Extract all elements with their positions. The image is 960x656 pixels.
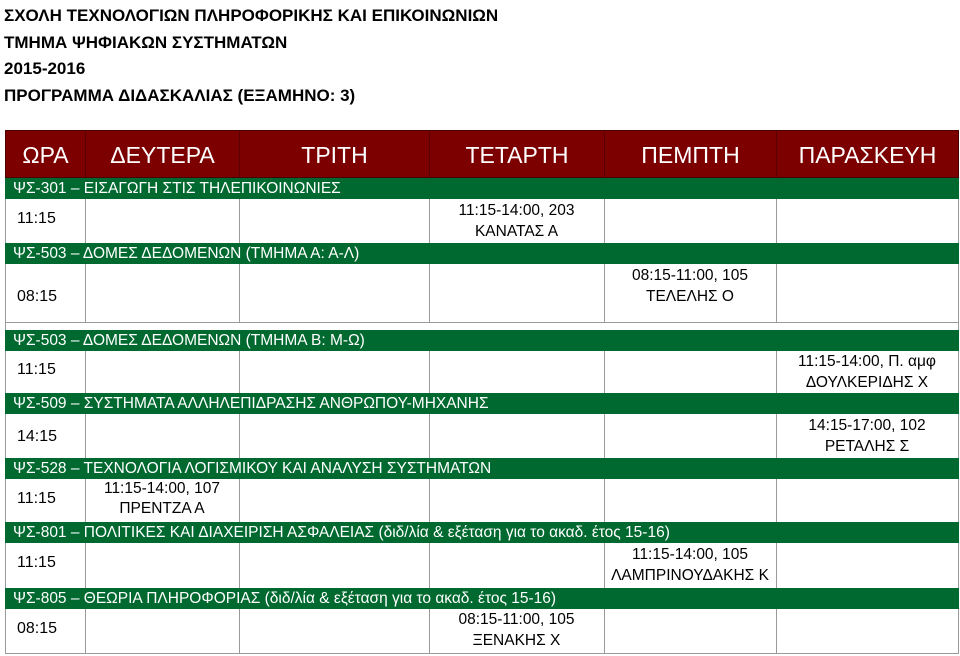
course-time: 11:15 (17, 490, 56, 507)
schedule-table (5, 130, 959, 654)
academic-year: 2015-2016 (4, 59, 86, 78)
slot-time-room: 08:15-11:00, 105 (631, 267, 749, 284)
session-slot (430, 200, 603, 242)
column-header-monday: ΔΕΥΤΕΡΑ (86, 131, 240, 177)
slot-time-room: 14:15-17:00, 102 (808, 417, 926, 434)
course-time: 08:15 (17, 620, 58, 637)
slot-time-room: 11:15-14:00, 107 (103, 480, 221, 497)
session-slot (777, 415, 957, 457)
course-time: 11:15 (17, 210, 56, 227)
day-header-row (5, 130, 959, 178)
course-time: 08:15 (17, 288, 58, 305)
course-time: 14:15 (17, 428, 58, 445)
session-slot (430, 609, 603, 651)
course-bar: ΨΣ-509 – ΣΥΣΤΗΜΑΤΑ ΑΛΛΗΛΕΠΙΔΡΑΣΗΣ ΑΝΘΡΩΠΟΥ-ΜΗΧΑΝΗΣ (5, 393, 959, 414)
slot-instructor: ΚΑΝΑΤΑΣ Α (474, 223, 559, 240)
session-slot (605, 544, 775, 586)
course-bar: ΨΣ-301 – ΕΙΣΑΓΩΓΗ ΣΤΙΣ ΤΗΛΕΠΙΚΟΙΝΩΝΙΕΣ (5, 178, 959, 199)
course-bar: ΨΣ-805 – ΘΕΩΡΙΑ ΠΛΗΡΟΦΟΡΙΑΣ (διδ/λία & εξέταση για το ακαδ. έτος 15-16) (5, 588, 959, 609)
school-name: ΣΧΟΛΗ ΤΕΧΝΟΛΟΓΙΩΝ ΠΛΗΡΟΦΟΡΙΚΗΣ ΚΑΙ ΕΠΙΚΟΙΝΩΝΙΩΝ (4, 6, 499, 25)
course-bar: ΨΣ-528 – ΤΕΧΝΟΛΟΓΙΑ ΛΟΓΙΣΜΙΚΟΥ ΚΑΙ ΑΝΑΛΥΣΗ ΣΥΣΤΗΜΑΤΩΝ (5, 458, 959, 479)
column-header-time: ΩΡΑ (6, 131, 86, 177)
session-slot (86, 479, 238, 519)
slot-time-room: 11:15-14:00, 203 (458, 202, 575, 219)
column-header-wednesday: ΤΕΤΑΡΤΗ (430, 131, 605, 177)
page-header (4, 3, 498, 109)
course-bar: ΨΣ-503 – ΔΟΜΕΣ ΔΕΔΟΜΕΝΩΝ (ΤΜΗΜΑ Α: Α-Λ) (5, 243, 959, 264)
session-slot (605, 265, 775, 307)
slot-instructor: ΔΟΥΛΚΕΡΙΔΗΣ Χ (805, 374, 929, 391)
schedule-title: ΠΡΟΓΡΑΜΜΑ ΔΙΔΑΣΚΑΛΙΑΣ (ΕΞΑΜΗΝΟ: 3) (4, 85, 356, 105)
grid-line (5, 322, 959, 323)
grid-line (5, 653, 959, 654)
slot-instructor: ΠΡΕΝΤΖΑ Α (119, 500, 205, 517)
slot-instructor: ΤΕΛΕΛΗΣ Ο (646, 288, 734, 305)
course-time: 11:15 (17, 554, 56, 571)
column-header-thursday: ΠΕΜΠΤΗ (605, 131, 777, 177)
slot-time-room: 11:15-14:00, Π. αμφ (798, 353, 936, 370)
slot-instructor: ΛΑΜΠΡΙΝΟΥΔΑΚΗΣ Κ (611, 567, 769, 584)
column-header-friday: ΠΑΡΑΣΚΕΥΗ (798, 142, 937, 168)
slot-time-room: 08:15-11:00, 105 (458, 611, 575, 628)
department-name: ΤΜΗΜΑ ΨΗΦΙΑΚΩΝ ΣΥΣΤΗΜΑΤΩΝ (4, 32, 288, 52)
course-bar: ΨΣ-801 – ΠΟΛΙΤΙΚΕΣ ΚΑΙ ΔΙΑΧΕΙΡΙΣΗ ΑΣΦΑΛΕΙΑΣ (διδ/λία & εξέταση για το ακαδ. έτος 15-16) (5, 522, 959, 543)
course-time: 11:15 (17, 361, 56, 378)
slot-instructor: ΡΕΤΑΛΗΣ Σ (824, 438, 910, 455)
slot-instructor: ΞΕΝΑΚΗΣ Χ (472, 632, 561, 649)
column-header-tuesday: ΤΡΙΤΗ (240, 131, 430, 177)
course-bar: ΨΣ-503 – ΔΟΜΕΣ ΔΕΔΟΜΕΝΩΝ (ΤΜΗΜΑ Β: Μ-Ω) (5, 330, 959, 351)
slot-time-room: 11:15-14:00, 105 (631, 546, 749, 563)
session-slot (777, 351, 957, 393)
